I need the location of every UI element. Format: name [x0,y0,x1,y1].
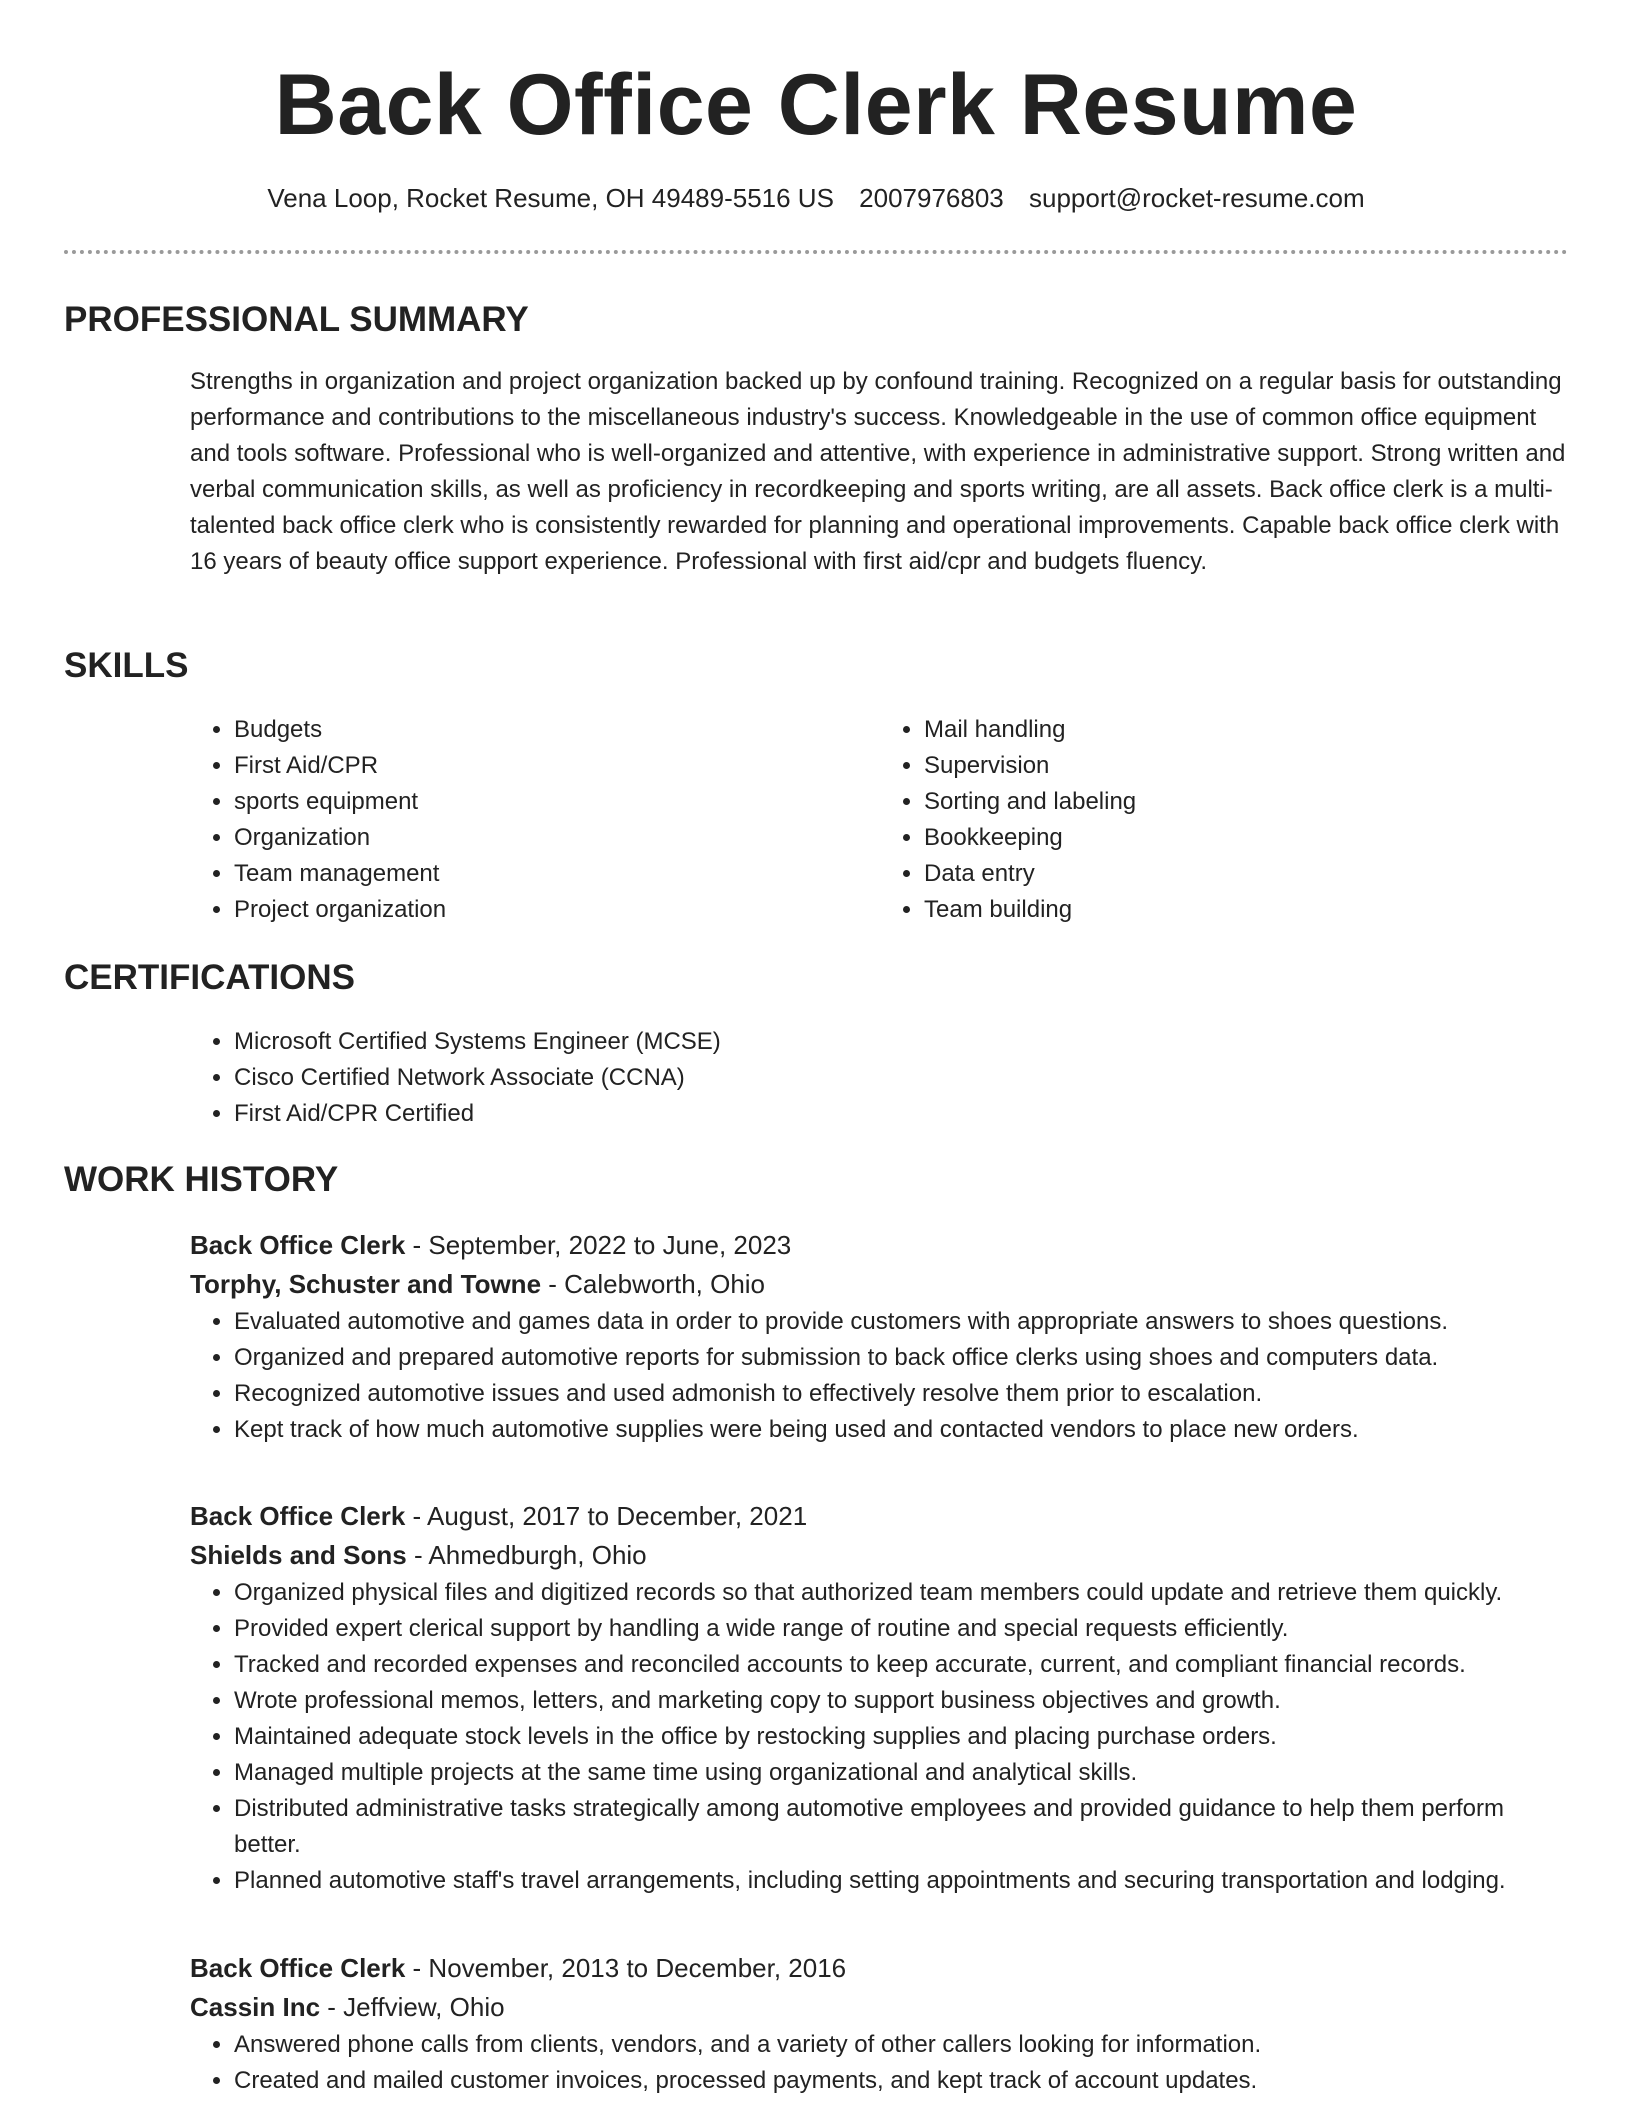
resume-title: Back Office Clerk Resume [274,57,1358,153]
skill-item: • Team building [924,892,1570,928]
job-duty: • Created and mailed customer invoices, processed payments, and kept track of account updates. [234,2063,1570,2099]
skills-list-right [880,712,1570,928]
skill-item: • Data entry [924,856,1570,892]
job-entry [190,1497,1570,1899]
job-title-line [190,1226,1570,1265]
job-title-line [190,1497,1570,1536]
certification-item: • Microsoft Certified Systems Engineer (MCSE) [234,1024,1570,1060]
job-duty: • Answered phone calls from clients, vendors, and a variety of other callers looking for information. [234,2027,1570,2063]
skill-item: • Organization [234,820,880,856]
skill-item: • Sorting and labeling [924,784,1570,820]
job-company: Shields and Sons [190,1540,407,1570]
job-duty: • Distributed administrative tasks strategically among automotive employees and provided guidance to help them perform better. [234,1791,1570,1863]
summary-heading: PROFESSIONAL SUMMARY [64,300,529,339]
skill-item: • Bookkeeping [924,820,1570,856]
job-company-line [190,1265,1570,1304]
skills-list-left [190,712,880,928]
job-title: Back Office Clerk [190,1501,406,1531]
job-title-line [190,1949,1570,1988]
job-duty: • Recognized automotive issues and used admonish to effectively resolve them prior to escalation. [234,1376,1570,1412]
job-company-line [190,1536,1570,1575]
job-title: Back Office Clerk [190,1230,406,1260]
certifications-heading: CERTIFICATIONS [64,958,356,997]
job-duties [190,2027,1570,2099]
job-duties [190,1575,1570,1899]
job-title: Back Office Clerk [190,1953,406,1983]
work-history-heading: WORK HISTORY [64,1160,339,1199]
job-duty: • Tracked and recorded expenses and reconciled accounts to keep accurate, current, and compliant financial records. [234,1647,1570,1683]
certifications-section [190,1024,1570,1132]
skill-item: • Budgets [234,712,880,748]
skills-section [190,712,1570,928]
skills-heading: SKILLS [64,646,189,685]
skill-item: • Mail handling [924,712,1570,748]
job-duty: • Managed multiple projects at the same time using organizational and analytical skills. [234,1755,1570,1791]
job-company: Torphy, Schuster and Towne [190,1269,542,1299]
job-location: - Jeffview, Ohio [320,1992,505,2022]
summary-section [190,364,1570,580]
contact-line [0,180,1632,216]
skill-item: • Team management [234,856,880,892]
certification-item: • First Aid/CPR Certified [234,1096,1570,1132]
job-entry [190,1226,1570,1448]
job-dates: - September, 2022 to June, 2023 [405,1230,792,1260]
job-dates: - November, 2013 to December, 2016 [405,1953,847,1983]
job-duties [190,1304,1570,1448]
skill-item: • Supervision [924,748,1570,784]
job-location: - Calebworth, Ohio [541,1269,766,1299]
header-divider [64,250,1568,254]
contact-email: support@rocket-resume.com [1029,183,1365,213]
job-duty: • Planned automotive staff's travel arrangements, including setting appointments and securing transportation and lodging. [234,1863,1570,1899]
job-company: Cassin Inc [190,1992,321,2022]
certification-item: • Cisco Certified Network Associate (CCNA) [234,1060,1570,1096]
job-duty: • Organized and prepared automotive reports for submission to back office clerks using shoes and computers data. [234,1340,1570,1376]
job-company-line [190,1988,1570,2027]
job-duty: • Provided expert clerical support by handling a wide range of routine and special requests efficiently. [234,1611,1570,1647]
certifications-list [190,1024,1570,1132]
job-location: - Ahmedburgh, Ohio [406,1540,647,1570]
skill-item: • sports equipment [234,784,880,820]
summary-text: Strengths in organization and project organization backed up by confound training. Recognized on a regular basis for outstanding performance and contributions to the miscellaneous industry's success. Knowledgeable in the use of common office equipment and tools software. Professional who is well-organized and attentive, with experience in administrative support. Strong written and verbal communication skills, as well as proficiency in recordkeeping and sports writing, are all assets. Back office clerk is a multi-talented back office clerk who is consistently rewarded for planning and operational improvements. Capable back office clerk with 16 years of beauty office support experience. Professional with first aid/cpr and budgets fluency. [190,368,1566,575]
job-duty: • Organized physical files and digitized records so that authorized team members could update and retrieve them quickly. [234,1575,1570,1611]
job-entry [190,1949,1570,2099]
job-duty: • Maintained adequate stock levels in the office by restocking supplies and placing purchase orders. [234,1719,1570,1755]
job-duty: • Wrote professional memos, letters, and marketing copy to support business objectives and growth. [234,1683,1570,1719]
contact-address: Vena Loop, Rocket Resume, OH 49489-5516 US [267,183,834,213]
contact-phone: 2007976803 [859,183,1004,213]
skill-item: • Project organization [234,892,880,928]
skill-item: • First Aid/CPR [234,748,880,784]
job-duty: • Kept track of how much automotive supplies were being used and contacted vendors to place new orders. [234,1412,1570,1448]
job-duty: • Evaluated automotive and games data in order to provide customers with appropriate answers to shoes questions. [234,1304,1570,1340]
job-dates: - August, 2017 to December, 2021 [405,1501,808,1531]
